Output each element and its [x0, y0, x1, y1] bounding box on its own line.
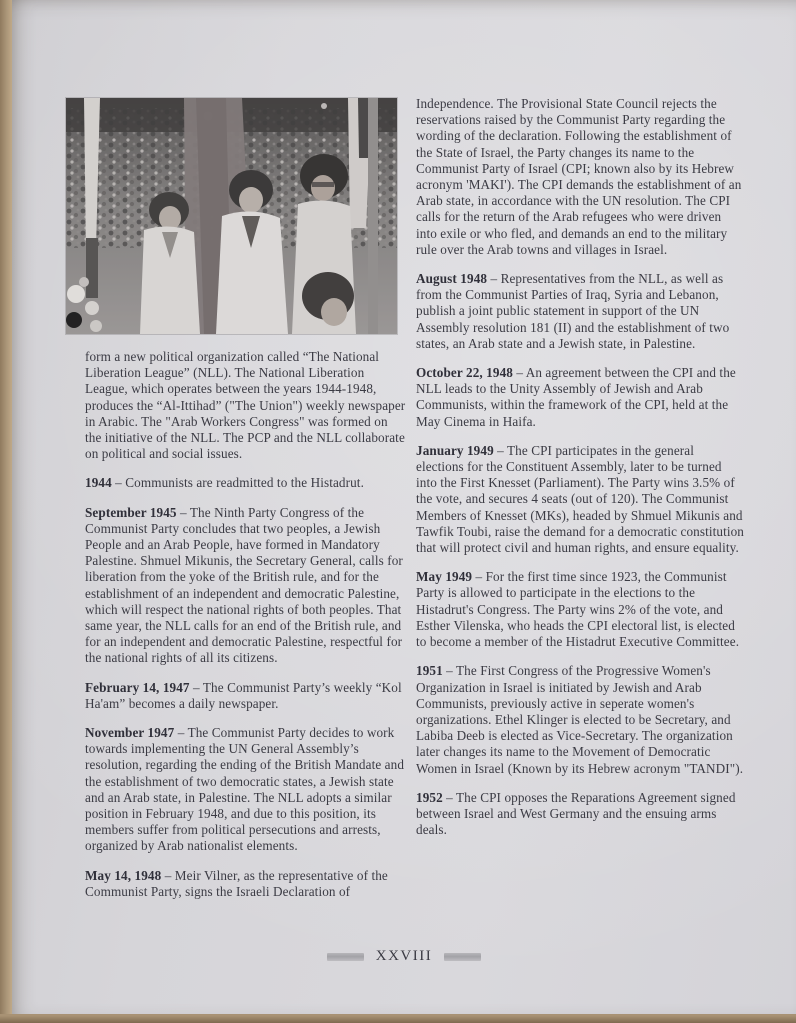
timeline-entry: Independence. The Provisional State Council rejects the reservations raised by the Communist Party regarding the wording of the declaration. Following the establishment of the State of Israel, the Party changes its name to the Communist Party of Israel (CPI; known also by its Hebrew acronym 'MAKI'). The CPI demands the establishment of an Arab state, in accordance with the UN resolution. The CPI calls for the return of the Arab refugees who were driven into exile or who fled, and demands an end to the military rule over the Arab towns and villages in Israel. [416, 96, 742, 257]
entry-date: May 1949 [416, 569, 473, 585]
left-text-column [85, 349, 407, 900]
entry-date: August 1948 [416, 271, 488, 287]
crowd-photograph [66, 98, 397, 334]
crowd-photograph-art [66, 98, 397, 334]
page-footer [12, 948, 796, 965]
entry-date: 1952 [416, 789, 443, 805]
timeline-entry: May 14, 1948 – Meir Vilner, as the representative of the Communist Party, signs the Israeli Declaration of [85, 867, 388, 899]
scan-backing-left-edge [0, 0, 12, 1023]
timeline-entry: form a new political organization called “The National Liberation League” (NLL). The National Liberation League, which operates between the years 1944-1948, produces the “Al-Ittihad” ("The Union") weekly newspaper in Arabic. The "Arab Workers Congress" was formed on the initiative of the NLL. The PCP and the NLL collaborate on political and social issues. [85, 349, 406, 462]
entry-date: September 1945 [85, 504, 177, 520]
timeline-entry: January 1949 – The CPI participates in the general elections for the Constituent Assembly, later to be turned into the First Knesset (Parliament). The Party wins 3.5% of the vote, and secures 4 seats (out of 120). The Communist Members of Knesset (MKs), headed by Shmuel Mikunis and Tawfik Toubi, raise the demand for a democratic constitution that will protect civil and human rights, and ensure equality. [416, 442, 745, 556]
entry-date: November 1947 [85, 725, 175, 741]
timeline-entry: September 1945 – The Ninth Party Congress of the Communist Party concludes that two peoples, a Jewish People and an Arab People, have formed in Mandatory Palestine. Shmuel Mikunis, the Secretary General, calls for liberation from the yoke of the British rule, and for the establishment of an independent and democratic Palestine, which will respect the national rights of both peoples. That same year, the NLL calls for an end of the British rule, and for an independent and democratic Palestine, respectful for the national rights of all its citizens. [85, 504, 403, 666]
entry-date: October 22, 1948 [416, 365, 513, 381]
scan-backing-bottom-edge [0, 1014, 796, 1023]
document-page [12, 0, 796, 1014]
folio-left-bar [327, 953, 364, 961]
timeline-entry: 1951 – The First Congress of the Progressive Women's Organization in Israel is initiated by Jewish and Arab Communists, previously active in seperate women's organizations. Ethel Klinger is elected to be Secretary, and Labiba Deeb is elected as Vice-Secretary. The organization later changes its name to the Movement of Democratic Women in Israel (Known by its Hebrew acronym "TANDI"). [416, 663, 744, 776]
timeline-entry: August 1948 – Representatives from the NLL, as well as from the Communist Parties of Iraq, Syria and Lebanon, publish a joint public statement in support of the UN Assembly resolution 181 (II) and the establishment of two states, an Arab state and a Jewish state, in Palestine. [416, 271, 730, 351]
folio-right-bar [444, 953, 481, 961]
page-number: XXVIII [375, 948, 433, 964]
timeline-entry: February 14, 1947 – The Communist Party’s weekly “Kol Ha'am” becomes a daily newspaper. [85, 679, 402, 711]
entry-date: 1951 [416, 663, 443, 679]
timeline-entry: 1944 – Communists are readmitted to the Histadrut. [85, 475, 364, 491]
entry-date: 1944 [85, 475, 112, 491]
entry-date: January 1949 [416, 442, 494, 458]
timeline-entry: 1952 – The CPI opposes the Reparations Agreement signed between Israel and West Germany and the ensuing arms deals. [416, 789, 736, 838]
timeline-entry: May 1949 – For the first time since 1923, the Communist Party is allowed to participate in the elections to the Histadrut's Congress. The Party wins 2% of the vote, and Esther Vilenska, who heads the CPI electoral list, is elected to become a member of the Histadrut Executive Committee. [416, 569, 740, 650]
timeline-entry: November 1947 – The Communist Party decides to work towards implementing the UN General Assembly’s resolution, regarding the ending of the British Mandate and the establishment of two democratic states, a Jewish state and an Arab state, in Palestine. The NLL adopts a similar position in February 1948, and due to this position, its members suffer from political persecutions and arrests, organized by Arab nationalist elements. [85, 725, 405, 854]
entry-date: May 14, 1948 [85, 867, 162, 883]
timeline-entry: October 22, 1948 – An agreement between the CPI and the NLL leads to the Unity Assembly of Jewish and Arab Communists, within the framework of the CPI, held at the May Cinema in Haifa. [416, 365, 736, 429]
entry-date: February 14, 1947 [85, 679, 190, 695]
right-text-column [416, 96, 744, 838]
